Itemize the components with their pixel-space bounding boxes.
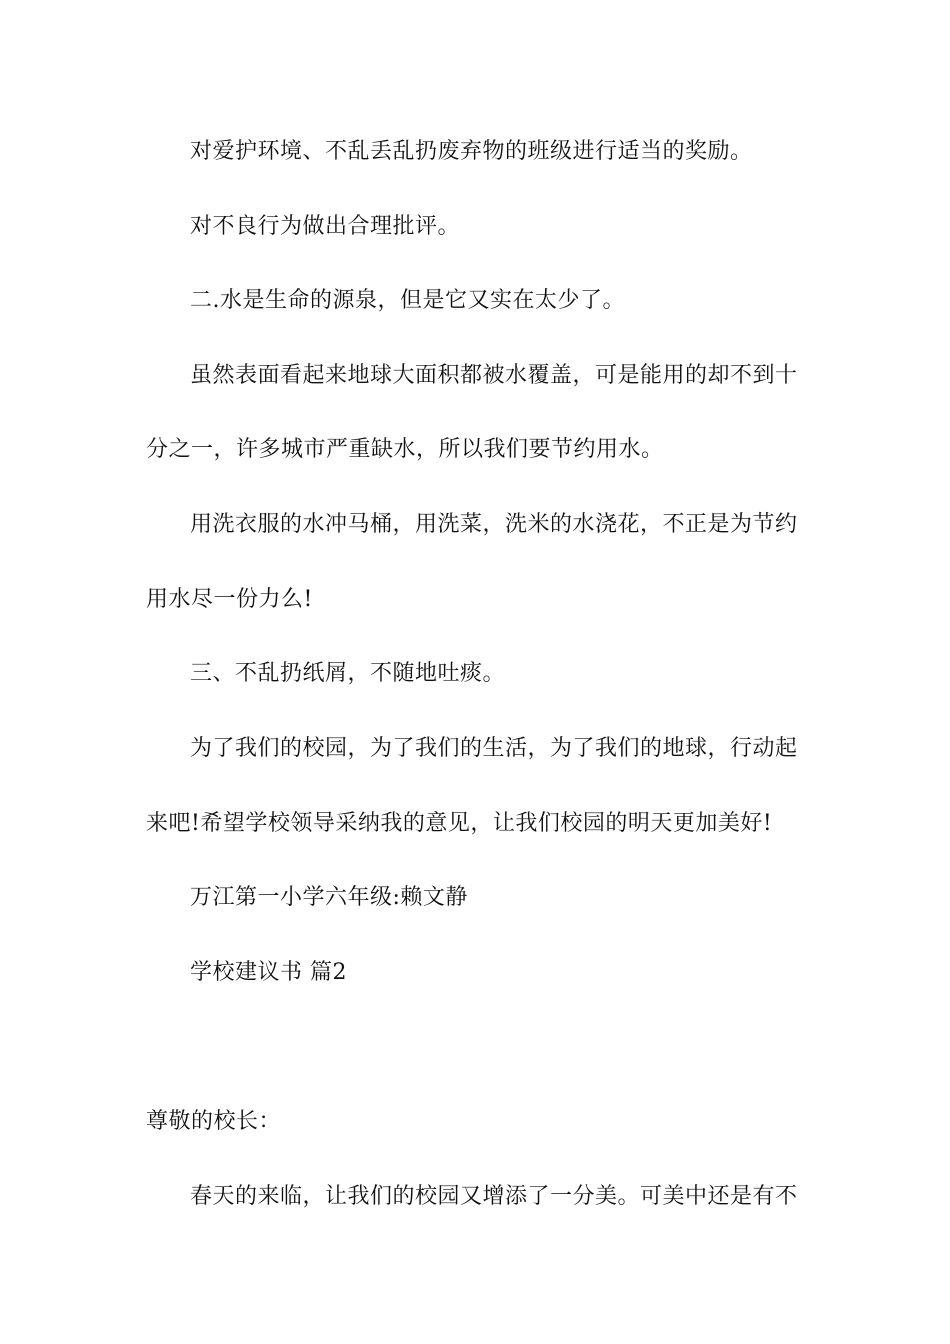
paragraph-call-to-action-line-2: 来吧!希望学校领导采纳我的意见，让我们校园的明天更加美好! [146,811,773,836]
paragraph-water-line-1: 虽然表面看起来地球大面积都被水覆盖，可是能用的却不到十 [190,363,798,388]
paragraph-spring-line-1: 春天的来临，让我们的校园又增添了一分美。可美中还是有不 [190,1184,798,1209]
paragraph-save-water-line-1: 用洗衣服的水冲马桶，用洗菜，洗米的水浇花，不正是为节约 [190,512,798,537]
paragraph-reward: 对爱护环境、不乱丢乱扔废弃物的班级进行适当的奖励。 [190,139,753,164]
paragraph-water-line-2: 分之一，许多城市严重缺水，所以我们要节约用水。 [146,437,664,462]
article-title: 学校建议书 篇2 [190,960,347,985]
section-heading-litter: 三、不乱扔纸屑，不随地吐痰。 [190,661,506,686]
paragraph-save-water-line-2: 用水尽一份力么! [146,587,313,612]
author-signature: 万江第一小学六年级:赖文静 [190,885,468,910]
paragraph-call-to-action-line-1: 为了我们的校园，为了我们的生活，为了我们的地球，行动起 [190,736,798,761]
salutation: 尊敬的校长： [146,1109,282,1134]
section-heading-water: 二.水是生命的源泉，但是它又实在太少了。 [190,288,625,313]
paragraph-criticism: 对不良行为做出合理批评。 [190,214,461,239]
